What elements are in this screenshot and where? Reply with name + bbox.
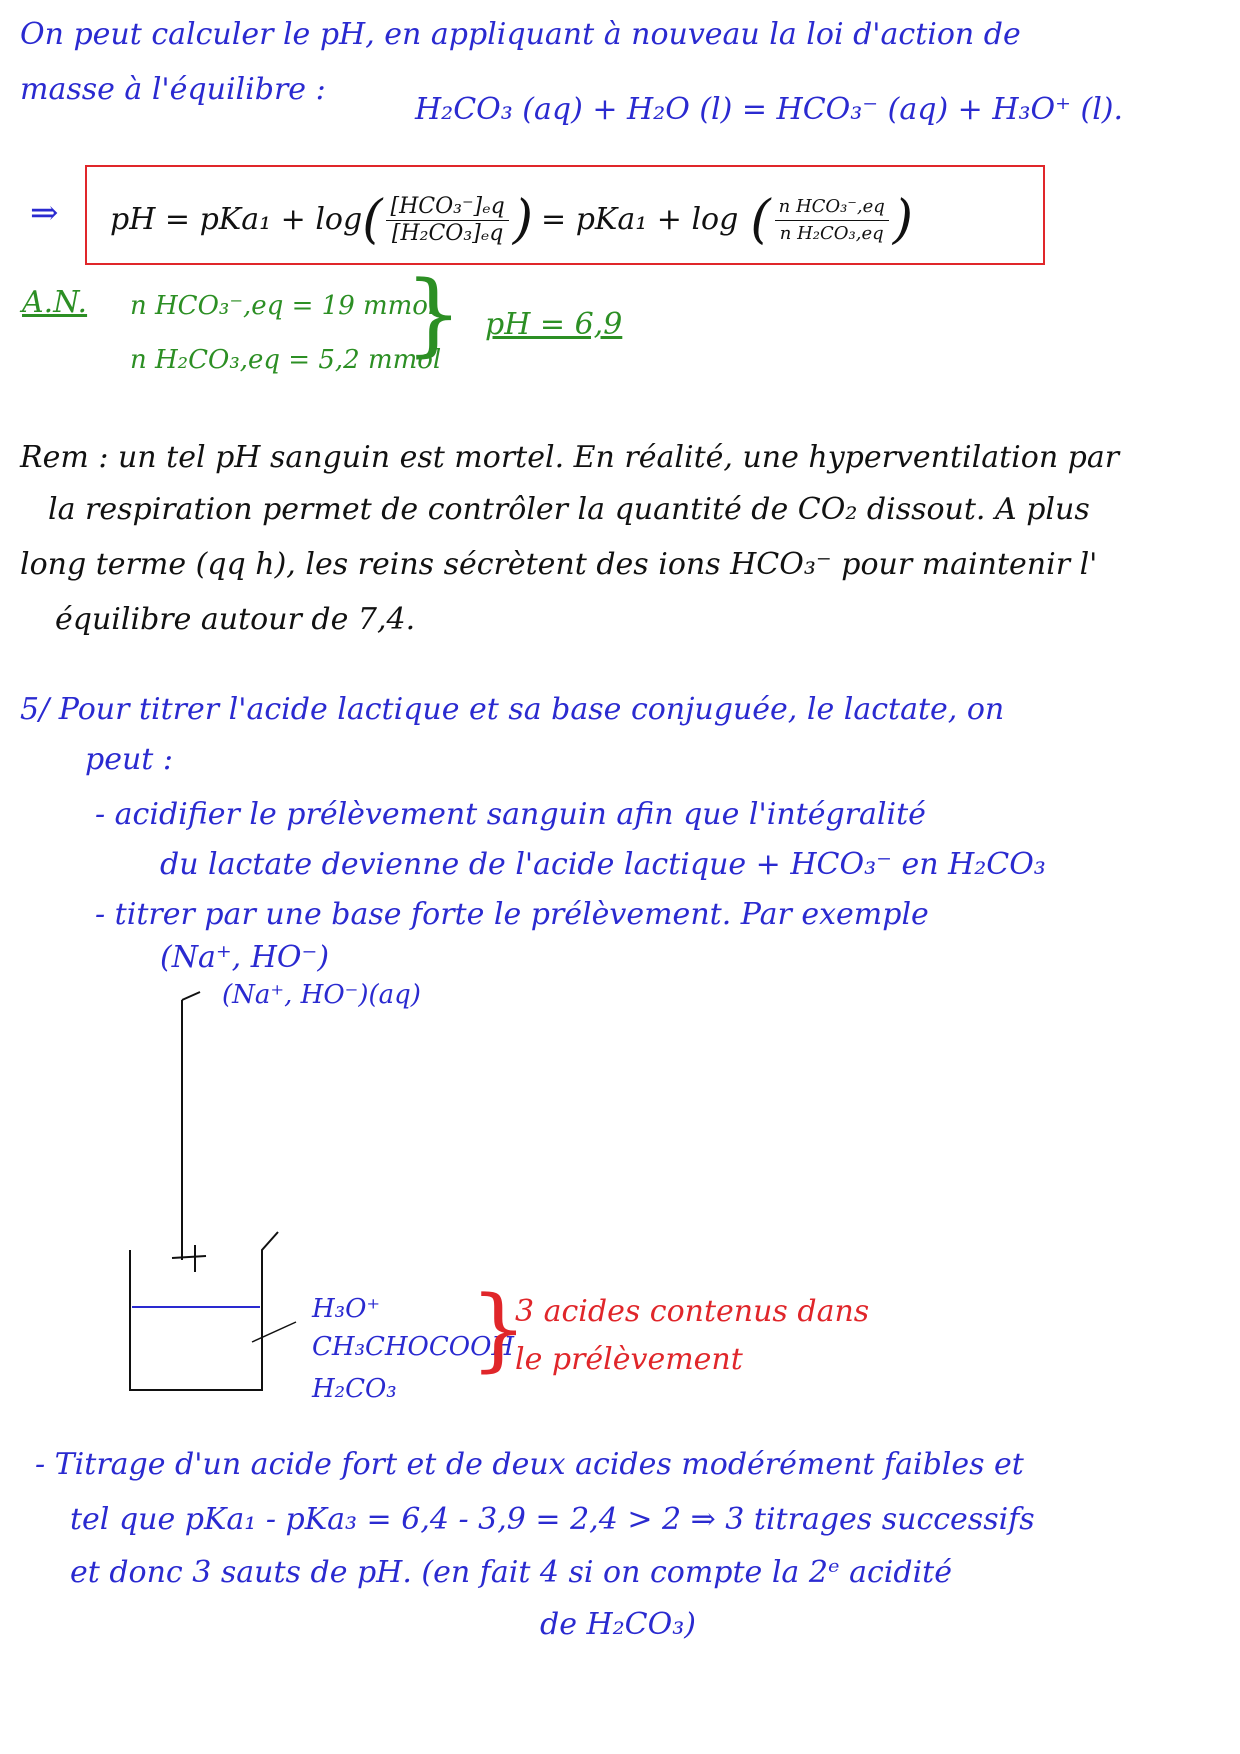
q5-bullet2-line2: (Na⁺, HO⁻) — [160, 940, 330, 975]
an-result: pH = 6,9 — [485, 307, 623, 342]
titrage-line-1: - Titrage d'un acide fort et de deux acides modérément faibles et — [35, 1447, 1024, 1482]
burette-label-tick — [182, 992, 200, 1000]
open-paren: ( — [362, 190, 383, 250]
open-paren-2: ( — [750, 190, 771, 250]
close-paren-2: ) — [892, 190, 914, 250]
implies-arrow: ⇒ — [30, 193, 59, 233]
acid-lactic: CH₃CHOCOOH — [312, 1332, 515, 1362]
titrage-line-3: et donc 3 sauts de pH. (en fait 4 si on compte la 2ᵉ acidité — [70, 1555, 952, 1590]
remark-line-2: la respiration permet de contrôler la quantité de CO₂ dissout. A plus — [48, 492, 1090, 527]
frac1-numerator: [HCO₃⁻]ₑq — [386, 194, 508, 221]
burette-label: (Na⁺, HO⁻)(aq) — [222, 980, 421, 1010]
intro-line-1: On peut calculer le pH, en appliquant à nouveau la loi d'action de — [20, 17, 1021, 52]
burette-tip-mark — [172, 1256, 206, 1258]
titrage-line-4: de H₂CO₃) — [540, 1607, 696, 1642]
acids-note-line-2: le prélèvement — [515, 1342, 743, 1377]
q5-line-2: peut : — [85, 742, 173, 777]
titrage-line-2: tel que pKa₁ - pKa₃ = 6,4 - 3,9 = 2,4 > 2 ⇒ 3 titrages successifs — [70, 1502, 1035, 1537]
acids-brace: } — [470, 1277, 528, 1382]
frac2-numerator: n HCO₃⁻,eq — [775, 194, 889, 221]
q5-bullet1-line2: du lactate devienne de l'acide lactique + HCO₃⁻ en H₂CO₃ — [160, 847, 1046, 882]
close-paren: ) — [512, 190, 534, 250]
remark-line-3: long terme (qq h), les reins sécrètent des ions HCO₃⁻ pour maintenir l' — [20, 547, 1098, 582]
acid-h3o: H₃O⁺ — [312, 1294, 381, 1324]
an-h2co3-quantity: n H₂CO₃,eq = 5,2 mmol — [130, 345, 442, 375]
formula-lhs: pH = pKa₁ + log — [110, 202, 363, 237]
equilibrium-equation: H₂CO₃ (aq) + H₂O (l) = HCO₃⁻ (aq) + H₃O⁺ (l). — [415, 92, 1124, 127]
q5-bullet2-line1: - titrer par une base forte le prélèvement. Par exemple — [95, 897, 929, 932]
acids-note-line-1: 3 acides contenus dans — [515, 1294, 870, 1329]
an-label: A.N. — [22, 285, 88, 320]
acid-h2co3: H₂CO₃ — [312, 1374, 397, 1404]
beaker-pointer — [252, 1322, 296, 1342]
q5-line-1: 5/ Pour titrer l'acide lactique et sa base conjuguée, le lactate, on — [20, 692, 1005, 727]
frac2-denominator: n H₂CO₃,eq — [779, 222, 884, 244]
q5-bullet1-line1: - acidifier le prélèvement sanguin afin que l'intégralité — [95, 797, 926, 832]
remark-line-1: Rem : un tel pH sanguin est mortel. En réalité, une hyperventilation par — [20, 440, 1120, 475]
intro-line-2: masse à l'équilibre : — [20, 72, 326, 107]
an-brace: } — [405, 262, 463, 367]
formula-middle: = pKa₁ + log — [541, 202, 739, 237]
remark-line-4: équilibre autour de 7,4. — [55, 602, 416, 637]
an-hco3-quantity: n HCO₃⁻,eq = 19 mmol — [130, 291, 437, 321]
frac1-denominator: [H₂CO₃]ₑq — [391, 220, 504, 246]
